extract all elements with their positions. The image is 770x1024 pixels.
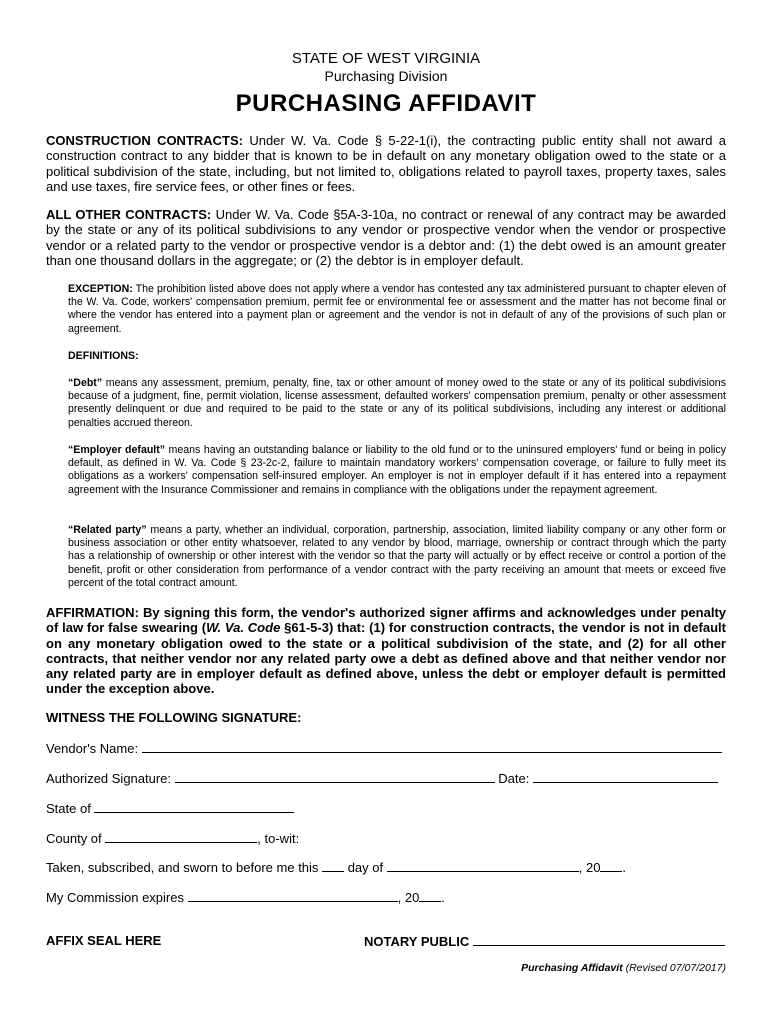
notary-row bbox=[364, 933, 726, 949]
signature-field[interactable] bbox=[175, 770, 495, 783]
page-title: PURCHASING AFFIDAVIT bbox=[235, 90, 537, 117]
affirmation-text-2: §61-5-3) that: (1) for construction contracts, the vendor is not in default on any monetary obligation owed to the state or a political subdivision of the state, and (2) for all other contracts, that neither vendor nor any related party owe a debt as defined above and that neither vendor nor any related party are in employer default as defined above, unless the debt or employer default is permitted under the exception above. bbox=[46, 620, 726, 697]
county-of-row bbox=[46, 830, 726, 846]
state-of-row bbox=[46, 800, 726, 816]
sworn-day-field[interactable] bbox=[322, 859, 344, 872]
commission-label: My Commission expires bbox=[46, 890, 184, 905]
state-of-field[interactable] bbox=[94, 800, 294, 813]
employer-default-definition bbox=[68, 444, 726, 497]
related-text: means a party, whether an individual, corporation, partnership, association, limited liability company or any other form or business association or other entity whatsoever, related to any vendor by blood, marriage, ownership or contract through which the party has a relationship of ownership or other interest with the vendor so that the party will actually or by effect receive or control a portion of the benefit, profit or other consideration from performance of a vendor contract with the party receiving an amount that meets or exceed five percent of the total contract amount. bbox=[68, 524, 726, 589]
exception-paragraph bbox=[68, 283, 726, 336]
affirmation-text-1: AFFIRMATION: By signing this form, the vendor's authorized signer affirms and acknowledges under penalty of law for false swearing ( bbox=[46, 605, 726, 636]
signature-label: Authorized Signature: bbox=[46, 771, 172, 786]
footer-revision bbox=[521, 962, 726, 974]
date-label: Date: bbox=[498, 771, 530, 786]
division-heading: Purchasing Division bbox=[324, 68, 448, 84]
related-party-definition bbox=[68, 524, 726, 590]
sworn-month-field[interactable] bbox=[387, 859, 579, 872]
vendor-name-row bbox=[46, 740, 726, 756]
to-wit-label: , to-wit: bbox=[257, 831, 300, 846]
employer-text: means having an outstanding balance or liability to the old fund or to the uninsured employers' fund or being in policy default, as defined in W. Va. Code § 23-2c-2, failure to maintain mandatory workers' compensation coverage, or failure to fully meet its obligations as a workers' compensation self-insured employer. An employer is not in employer default if it has entered into a repayment agreement with the Insurance Commissioner and remains in compliance with the obligations under the repayment agreement. bbox=[68, 444, 726, 496]
sworn-label: Taken, subscribed, and sworn to before me this bbox=[46, 860, 319, 875]
signature-row bbox=[46, 770, 726, 786]
debt-label: “Debt” bbox=[68, 377, 103, 389]
notary-label: NOTARY PUBLIC bbox=[364, 934, 470, 949]
definitions-heading: DEFINITIONS: bbox=[68, 350, 139, 362]
exception-label: EXCEPTION: bbox=[68, 283, 133, 295]
witness-heading: WITNESS THE FOLLOWING SIGNATURE: bbox=[46, 710, 302, 725]
sworn-period: . bbox=[622, 860, 627, 875]
other-label: ALL OTHER CONTRACTS: bbox=[46, 207, 212, 222]
commission-year-field[interactable] bbox=[419, 889, 441, 902]
employer-label: “Employer default” bbox=[68, 444, 166, 456]
commission-year-prefix: , 20 bbox=[397, 890, 420, 905]
construction-contracts-paragraph bbox=[46, 133, 726, 194]
other-contracts-paragraph bbox=[46, 207, 726, 268]
sworn-row bbox=[46, 859, 726, 875]
footer-doc-name: Purchasing Affidavit bbox=[521, 962, 623, 974]
construction-label: CONSTRUCTION CONTRACTS: bbox=[46, 133, 243, 148]
commission-period: . bbox=[441, 890, 445, 905]
affirmation-paragraph bbox=[46, 605, 726, 697]
affirmation-code: W. Va. Code bbox=[206, 620, 281, 636]
affix-seal-label: AFFIX SEAL HERE bbox=[46, 933, 162, 948]
sworn-year-prefix: , 20 bbox=[578, 860, 601, 875]
notary-signature-field[interactable] bbox=[473, 933, 725, 946]
day-of-label: day of bbox=[347, 860, 384, 875]
sworn-year-field[interactable] bbox=[600, 859, 622, 872]
county-of-field[interactable] bbox=[105, 830, 257, 843]
vendor-name-field[interactable] bbox=[142, 740, 722, 753]
debt-text: means any assessment, premium, penalty, fine, tax or other amount of money owed to the state or any of its political subdivisions because of a judgment, fine, permit violation, license assessment, defaulted workers' compensation premium, penalty or other assessment presently delinquent or due and required to be paid to the state or any of its political subdivisions, including any interest or additional penalties accrued thereon. bbox=[68, 377, 726, 429]
state-of-label: State of bbox=[46, 801, 91, 816]
other-text: Under W. Va. Code §5A-3-10a, no contract or renewal of any contract may be awarded by the state or any of its political subdivisions to any vendor or prospective vendor when the vendor or prospective vendor or a related party to the vendor or prospective vendor is a debtor and: (1) the debt owed is an amount greater than one thousand dollars in the aggregate; or (2) the debtor is in employer default. bbox=[46, 207, 726, 268]
vendor-name-label: Vendor's Name: bbox=[46, 741, 139, 756]
construction-text: Under W. Va. Code § 5-22-1(i), the contracting public entity shall not award a construction contract to any bidder that is known to be in default on any monetary obligation owed to the state or a political subdivision of the state, including, but not limited to, obligations related to payroll taxes, property taxes, sales and use taxes, fire service fees, or other fines or fees. bbox=[46, 133, 726, 194]
commission-row bbox=[46, 889, 726, 905]
footer-revised: (Revised 07/07/2017) bbox=[622, 962, 726, 974]
related-label: “Related party” bbox=[68, 524, 147, 536]
debt-definition bbox=[68, 377, 726, 430]
exception-text: The prohibition listed above does not apply where a vendor has contested any tax administered pursuant to chapter eleven of the W. Va. Code, workers' compensation premium, permit fee or environmental fee or assessment and the matter has not become final or where the vendor has entered into a payment plan or agreement and the vendor is not in default of any of the provisions of such plan or agreement. bbox=[68, 283, 726, 335]
date-field[interactable] bbox=[533, 770, 718, 783]
county-of-label: County of bbox=[46, 831, 102, 846]
commission-date-field[interactable] bbox=[188, 889, 398, 902]
state-heading: STATE OF WEST VIRGINIA bbox=[291, 50, 481, 67]
